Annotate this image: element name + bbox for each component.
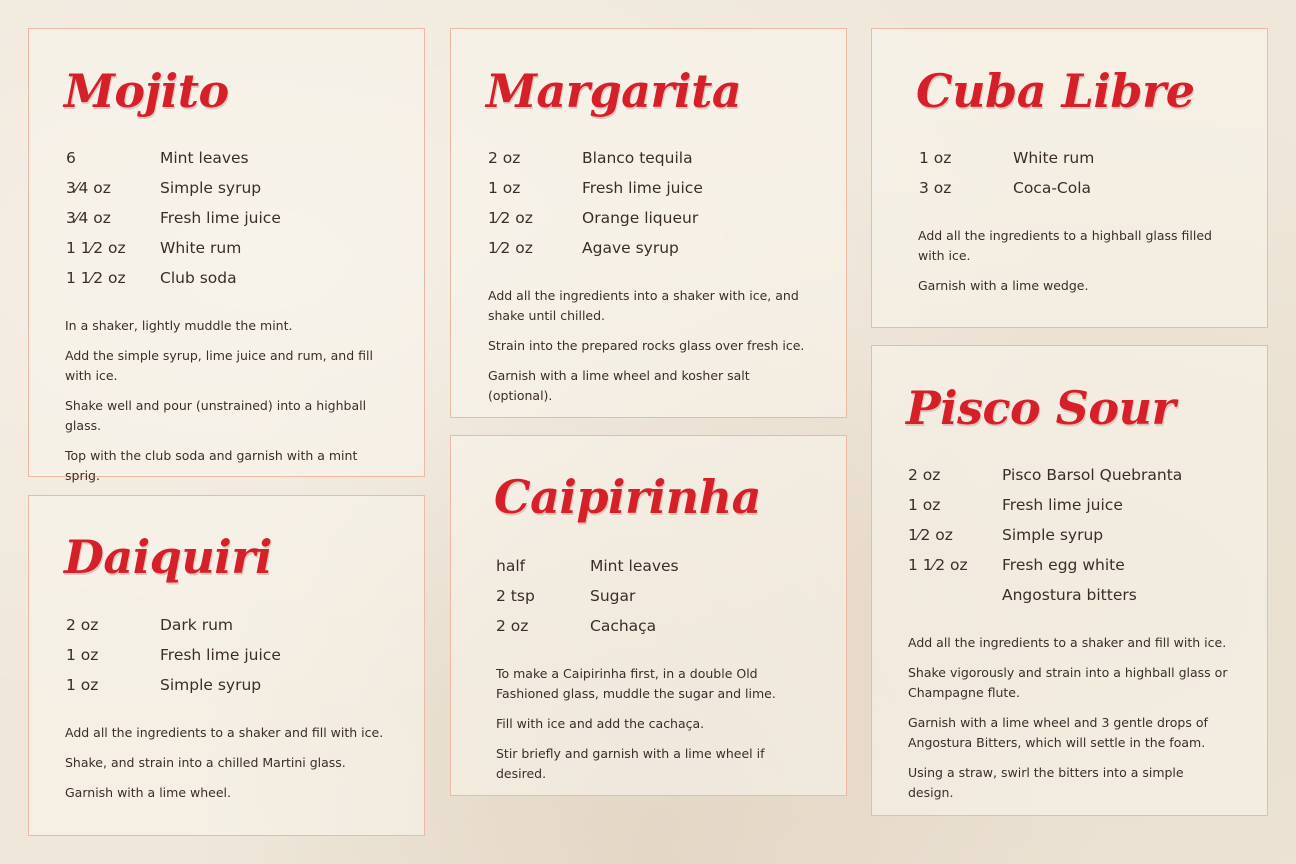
instruction-step: To make a Caipirinha first, in a double Old Fashioned glass, muddle the sugar and lime.: [496, 666, 776, 701]
instructions-cuba-libre: [918, 226, 1228, 306]
ingredient-name: Dark rum: [160, 616, 234, 634]
ingredient-list-mojito: [66, 143, 406, 293]
ingredient-amount: 6: [66, 149, 76, 167]
ingredient-row: [66, 640, 406, 670]
ingredient-name: Orange liqueur: [582, 209, 699, 227]
ingredient-row: [488, 143, 828, 173]
ingredient-name: Sugar: [590, 587, 636, 605]
ingredient-amount: 2 oz: [496, 617, 529, 635]
recipe-title-cuba-libre: Cuba Libre: [916, 64, 1195, 118]
ingredient-row: [66, 670, 406, 700]
instructions-mojito: [65, 316, 395, 496]
instruction-step: Add all the ingredients into a shaker with ice, and shake until chilled.: [488, 288, 799, 323]
recipe-title-pisco-sour: Pisco Sour: [906, 381, 1176, 435]
ingredient-row: [908, 490, 1248, 520]
ingredient-row: [66, 173, 406, 203]
ingredient-row: [66, 233, 406, 263]
ingredient-row: [488, 203, 828, 233]
recipe-title-mojito: Mojito: [64, 64, 229, 118]
ingredient-amount: 1 oz: [908, 496, 941, 514]
ingredient-amount: 1 oz: [66, 676, 99, 694]
recipe-title-margarita: Margarita: [486, 64, 742, 118]
instruction-step: Garnish with a lime wheel and 3 gentle drops of Angostura Bitters, which will settle in the foam.: [908, 715, 1208, 750]
ingredient-row: [66, 203, 406, 233]
ingredient-row: [66, 263, 406, 293]
ingredient-name: Club soda: [160, 269, 237, 287]
ingredient-row: [496, 581, 836, 611]
ingredient-amount: 1⁄2 oz: [488, 209, 533, 227]
ingredient-amount: 1⁄2 oz: [488, 239, 533, 257]
recipe-title-daiquiri: Daiquiri: [64, 530, 272, 584]
instruction-step: Add all the ingredients to a shaker and fill with ice.: [908, 635, 1227, 650]
ingredient-row: [66, 610, 406, 640]
ingredient-name: Agave syrup: [582, 239, 679, 257]
ingredient-amount: half: [496, 557, 526, 575]
instruction-step: In a shaker, lightly muddle the mint.: [65, 318, 293, 333]
ingredient-name: Pisco Barsol Quebranta: [1002, 466, 1183, 484]
ingredient-row: [908, 460, 1248, 490]
ingredient-amount: 2 oz: [66, 616, 99, 634]
ingredient-row: [908, 550, 1248, 580]
ingredient-amount: 1 1⁄2 oz: [908, 556, 968, 574]
ingredient-row: [919, 173, 1259, 203]
ingredient-amount: 1 oz: [66, 646, 99, 664]
ingredient-list-daiquiri: [66, 610, 406, 700]
ingredient-row: [908, 520, 1248, 550]
ingredient-amount: 1 oz: [919, 149, 952, 167]
ingredient-amount: 3 oz: [919, 179, 952, 197]
ingredient-amount: 3⁄4 oz: [66, 209, 111, 227]
ingredient-name: Fresh lime juice: [1002, 496, 1123, 514]
ingredient-name: Mint leaves: [590, 557, 679, 575]
ingredient-name: Fresh lime juice: [160, 209, 281, 227]
ingredient-row: [919, 143, 1259, 173]
instruction-step: Add all the ingredients to a highball glass filled with ice.: [918, 228, 1212, 263]
ingredient-amount: 1 oz: [488, 179, 521, 197]
ingredient-amount: 3⁄4 oz: [66, 179, 111, 197]
ingredient-name: Simple syrup: [160, 179, 262, 197]
instructions-pisco-sour: [908, 633, 1228, 813]
ingredient-list-cuba-libre: [919, 143, 1259, 203]
ingredient-row: [488, 233, 828, 263]
ingredient-name: White rum: [160, 239, 242, 257]
instructions-daiquiri: [65, 723, 395, 813]
ingredient-name: Fresh lime juice: [582, 179, 703, 197]
ingredient-row: [908, 580, 1248, 610]
ingredient-name: Blanco tequila: [582, 149, 693, 167]
instruction-step: Top with the club soda and garnish with a mint sprig.: [65, 448, 358, 483]
ingredient-name: Cachaça: [590, 617, 657, 635]
recipe-title-caipirinha: Caipirinha: [494, 470, 761, 524]
ingredient-amount: 2 oz: [488, 149, 521, 167]
ingredient-list-pisco-sour: [908, 460, 1248, 610]
ingredient-amount: 1 1⁄2 oz: [66, 239, 126, 257]
ingredient-row: [488, 173, 828, 203]
ingredient-name: Simple syrup: [1002, 526, 1104, 544]
ingredient-amount: 1⁄2 oz: [908, 526, 953, 544]
instruction-step: Shake well and pour (unstrained) into a highball glass.: [65, 398, 367, 433]
ingredient-name: Simple syrup: [160, 676, 262, 694]
ingredient-row: [66, 143, 406, 173]
instruction-step: Using a straw, swirl the bitters into a simple design.: [908, 765, 1184, 800]
instruction-step: Garnish with a lime wheel and kosher salt (optional).: [488, 368, 750, 403]
instructions-margarita: [488, 286, 808, 416]
ingredient-list-margarita: [488, 143, 828, 263]
ingredient-amount: 2 tsp: [496, 587, 535, 605]
ingredient-name: Fresh lime juice: [160, 646, 281, 664]
instruction-step: Add the simple syrup, lime juice and rum, and fill with ice.: [65, 348, 373, 383]
ingredient-list-caipirinha: [496, 551, 836, 641]
instruction-step: Shake vigorously and strain into a highball glass or Champagne flute.: [908, 665, 1228, 700]
ingredient-name: Fresh egg white: [1002, 556, 1125, 574]
instruction-step: Stir briefly and garnish with a lime wheel if desired.: [496, 746, 765, 781]
ingredient-name: Coca-Cola: [1013, 179, 1092, 197]
instruction-step: Garnish with a lime wheel.: [65, 785, 231, 800]
ingredient-amount: 1 1⁄2 oz: [66, 269, 126, 287]
ingredient-row: [496, 551, 836, 581]
ingredient-name: Mint leaves: [160, 149, 249, 167]
instruction-step: Fill with ice and add the cachaça.: [496, 716, 705, 731]
instruction-step: Garnish with a lime wedge.: [918, 278, 1089, 293]
instruction-step: Strain into the prepared rocks glass over fresh ice.: [488, 338, 805, 353]
instruction-step: Add all the ingredients to a shaker and fill with ice.: [65, 725, 384, 740]
instruction-step: Shake, and strain into a chilled Martini glass.: [65, 755, 346, 770]
ingredient-name: Angostura bitters: [1002, 586, 1137, 604]
ingredient-amount: 2 oz: [908, 466, 941, 484]
ingredient-row: [496, 611, 836, 641]
ingredient-name: White rum: [1013, 149, 1095, 167]
instructions-caipirinha: [496, 664, 816, 794]
